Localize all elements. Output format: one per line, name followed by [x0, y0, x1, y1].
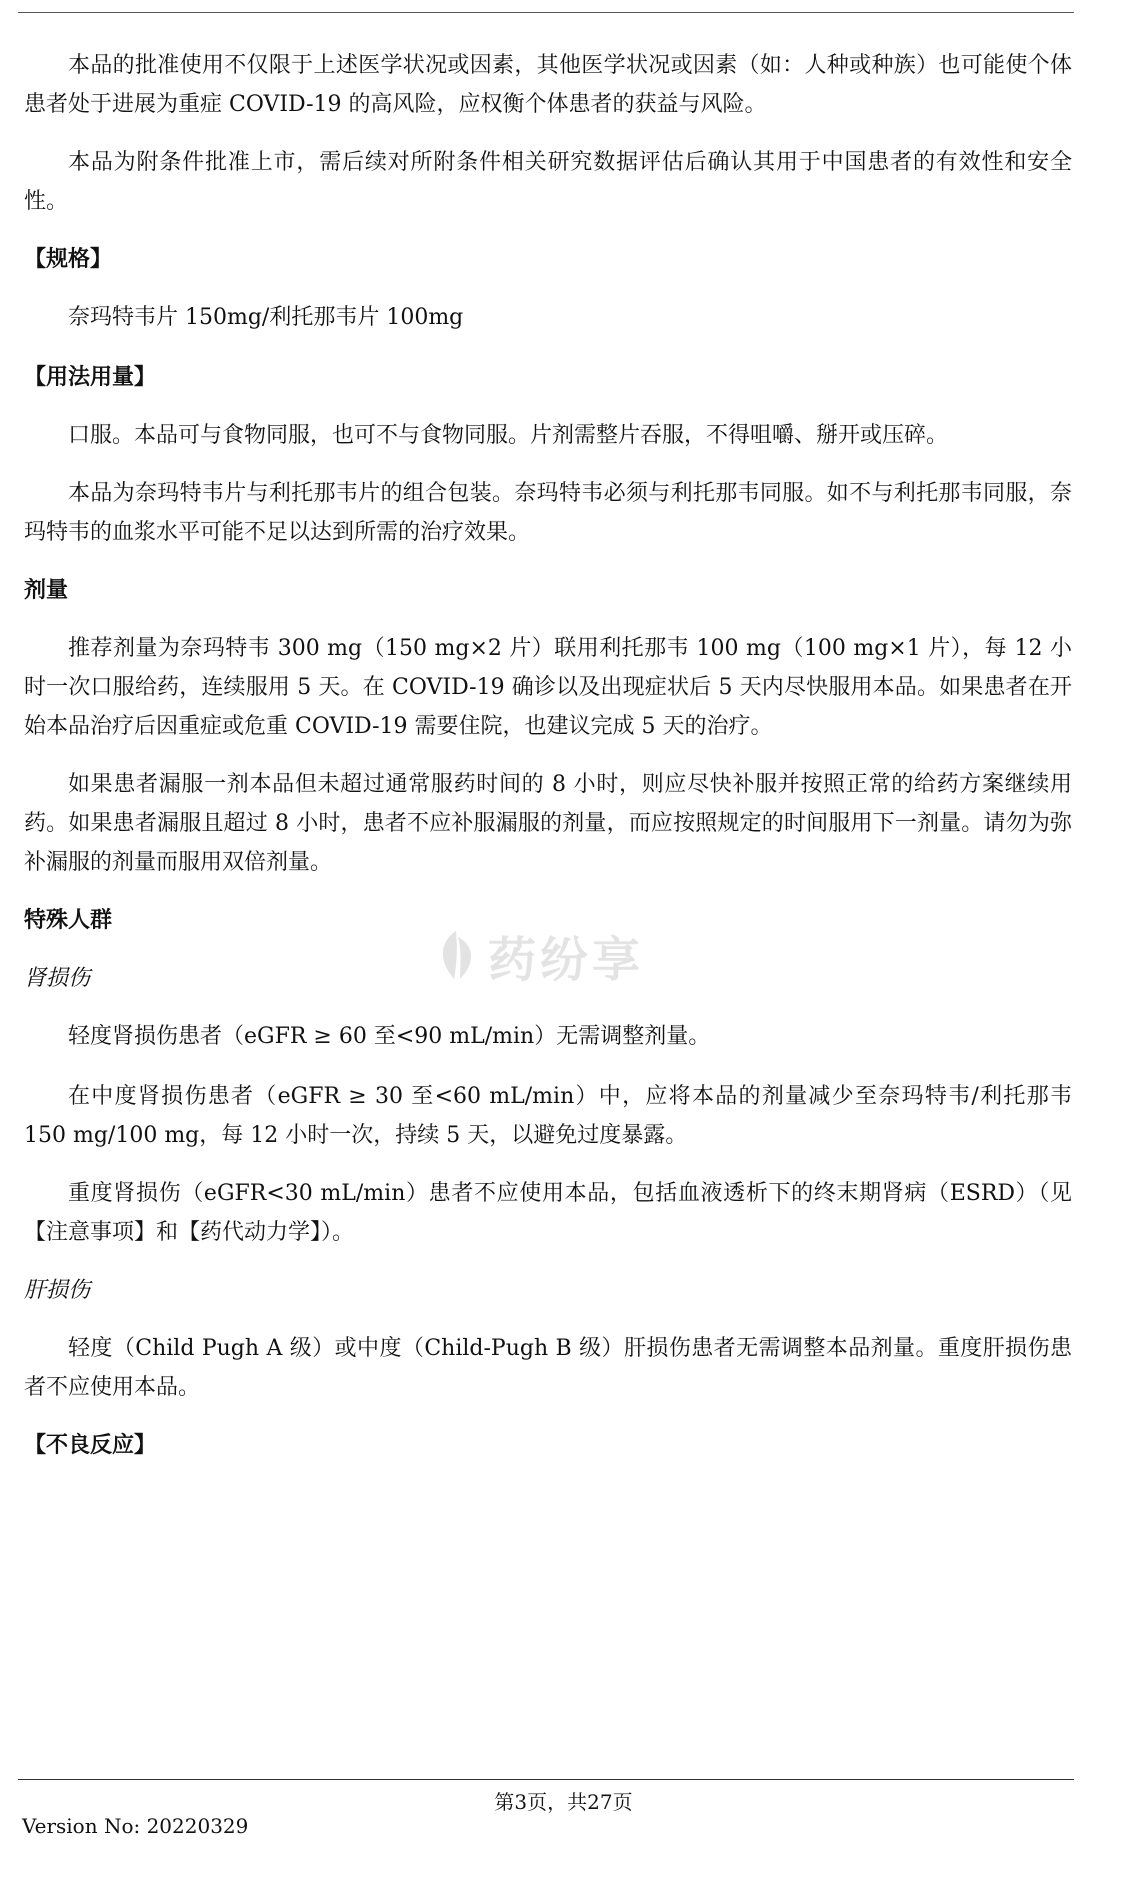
paragraph-dose-recommended: 推荐剂量为奈玛特韦 300 mg（150 mg×2 片）联用利托那韦 100 mg（100 mg×1 片），每 12 小时一次口服给药，连续服用 5 天。在 COVID-19 确诊以及出现症状后 5 天内尽快服用本品。如果患者在开始本品治疗后因重症或危重 COVID-19 需要住院，也建议完成 5 天的治疗。: [24, 636, 1072, 739]
heading-usage-dosage: 【用法用量】: [24, 364, 157, 390]
paragraph-dose-missed: 如果患者漏服一剂本品但未超过通常服药时间的 8 小时，则应尽快补服并按照正常的给药方案继续用药。如果患者漏服且超过 8 小时，患者不应补服漏服的剂量，而应按照规定的时间服用下一剂量。请勿为弥补漏服的剂量而服用双倍剂量。: [24, 772, 1072, 875]
paragraph-renal-moderate: 在中度肾损伤患者（eGFR ≥ 30 至<60 mL/min）中，应将本品的剂量减少至奈玛特韦/利托那韦 150 mg/100 mg，每 12 小时一次，持续 5 天，以避免过度暴露。: [24, 1084, 1072, 1148]
heading-adverse-reactions: 【不良反应】: [24, 1432, 157, 1458]
paragraph-indication-note: 本品的批准使用不仅限于上述医学状况或因素，其他医学状况或因素（如：人种或种族）也可能使个体患者处于进展为重症 COVID-19 的高风险，应权衡个体患者的获益与风险。: [24, 53, 1072, 117]
leaf-logo-icon: [432, 927, 480, 983]
paragraph-usage-combination: 本品为奈玛特韦片与利托那韦片的组合包装。奈玛特韦必须与利托那韦同服。如不与利托那韦同服，奈玛特韦的血浆水平可能不足以达到所需的治疗效果。: [24, 481, 1072, 545]
paragraph-renal-severe: 重度肾损伤（eGFR<30 mL/min）患者不应使用本品，包括血液透析下的终末期肾病（ESRD）（见【注意事项】和【药代动力学】）。: [24, 1181, 1072, 1245]
heading-specification: 【规格】: [24, 246, 113, 272]
document-body: [24, 46, 1072, 1484]
paragraph-hepatic: 轻度（Child Pugh A 级）或中度（Child-Pugh B 级）肝损伤患者无需调整本品剂量。重度肝损伤患者不应使用本品。: [24, 1336, 1072, 1400]
footer-rule: [18, 1779, 1074, 1780]
subheading-renal: 肾损伤: [24, 966, 91, 991]
paragraph-specification: 奈玛特韦片 150mg/利托那韦片 100mg: [68, 305, 464, 330]
page-number: 第3页，共27页: [494, 1790, 633, 1814]
heading-dose: 剂量: [24, 577, 69, 603]
paragraph-conditional-approval: 本品为附条件批准上市，需后续对所附条件相关研究数据评估后确认其用于中国患者的有效性和安全性。: [24, 150, 1072, 214]
top-rule: [18, 12, 1074, 13]
watermark-text: 药纷享: [488, 931, 645, 988]
paragraph-renal-mild: 轻度肾损伤患者（eGFR ≥ 60 至<90 mL/min）无需调整剂量。: [68, 1024, 711, 1049]
watermark: [432, 920, 722, 990]
paragraph-usage-oral: 口服。本品可与食物同服，也可不与食物同服。片剂需整片吞服，不得咀嚼、掰开或压碎。: [68, 423, 949, 448]
heading-special-populations: 特殊人群: [24, 907, 113, 933]
subheading-hepatic: 肝损伤: [24, 1278, 91, 1303]
version-number: Version No: 20220329: [22, 1814, 249, 1838]
